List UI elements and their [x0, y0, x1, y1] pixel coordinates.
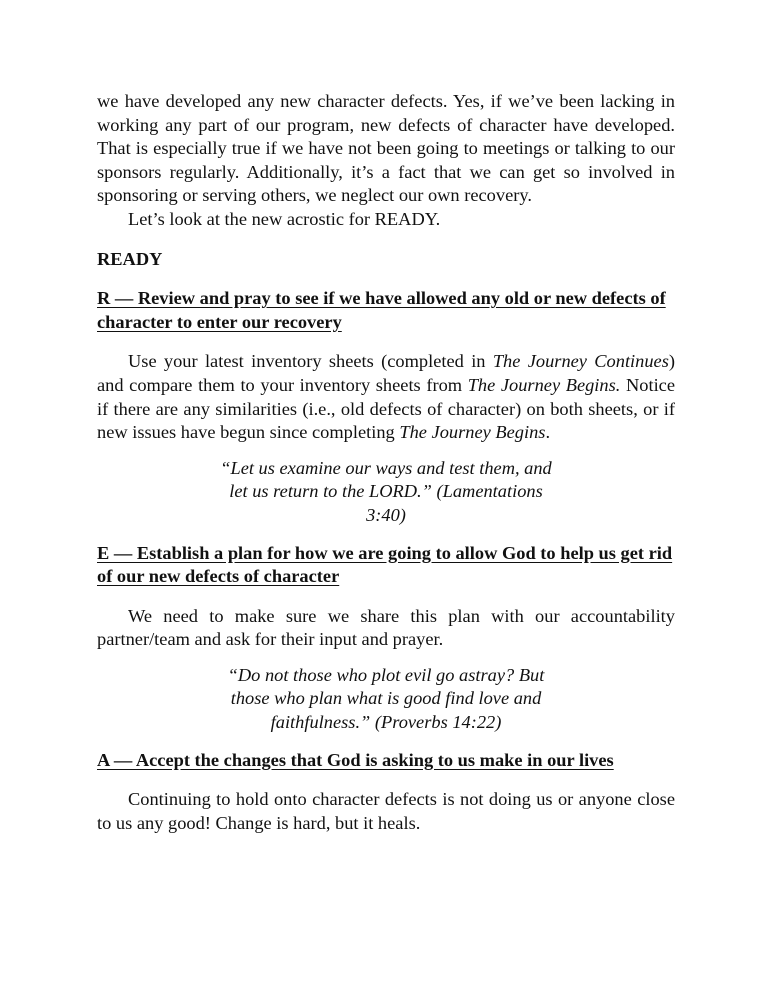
section-heading-e: E — Establish a plan for how we are going to allow God to help us get rid of our new defects of character: [97, 542, 673, 587]
body-text-segment: Notice if there are any similarities (i.e., old defects of character) on both sheets, or if new issues have begun since completing: [97, 374, 676, 443]
section-body-r: [97, 350, 675, 444]
section-heading-r: R — Review and pray to see if we have allowed any old or new defects of character to enter our recovery: [97, 288, 666, 332]
acrostic-title: READY: [97, 248, 163, 269]
section-heading-a: A — Accept the changes that God is asking to us make in our lives: [97, 749, 614, 770]
scripture-quote-e: “Do not those who plot evil go astray? But those who plan what is good find love and faithfulness.” (Proverbs 14:22): [227, 664, 545, 733]
body-text-segment: .: [545, 422, 551, 443]
intro-paragraph: we have developed any new character defects. Yes, if we’ve been lacking in working any part of our program, new defects of character have developed. That is especially true if we have not been going to meetings or talking to our sponsors regularly. Additionally, it’s a fact that we can get so involved in sponsoring or serving others, we neglect our own recovery.: [97, 91, 675, 206]
book-title: The Journey Begins: [399, 422, 546, 443]
section-body-e: We need to make sure we share this plan with our accountability partner/team and ask for their input and prayer.: [97, 605, 675, 650]
body-text-segment: Use your latest inventory sheets (completed in: [128, 351, 493, 372]
section-body-a: Continuing to hold onto character defects is not doing us or anyone close to us any good! Change is hard, but it heals.: [97, 789, 675, 833]
book-title: The Journey Begins.: [467, 374, 621, 395]
body-text-segment: ) and compare them to your inventory sheets from: [97, 351, 675, 395]
book-title: The Journey Continues: [492, 351, 669, 372]
document-page: [97, 90, 675, 835]
scripture-quote-r: “Let us examine our ways and test them, and let us return to the LORD.” (Lamentations 3:40): [220, 457, 552, 525]
intro-look-line: Let’s look at the new acrostic for READY.: [128, 208, 441, 229]
